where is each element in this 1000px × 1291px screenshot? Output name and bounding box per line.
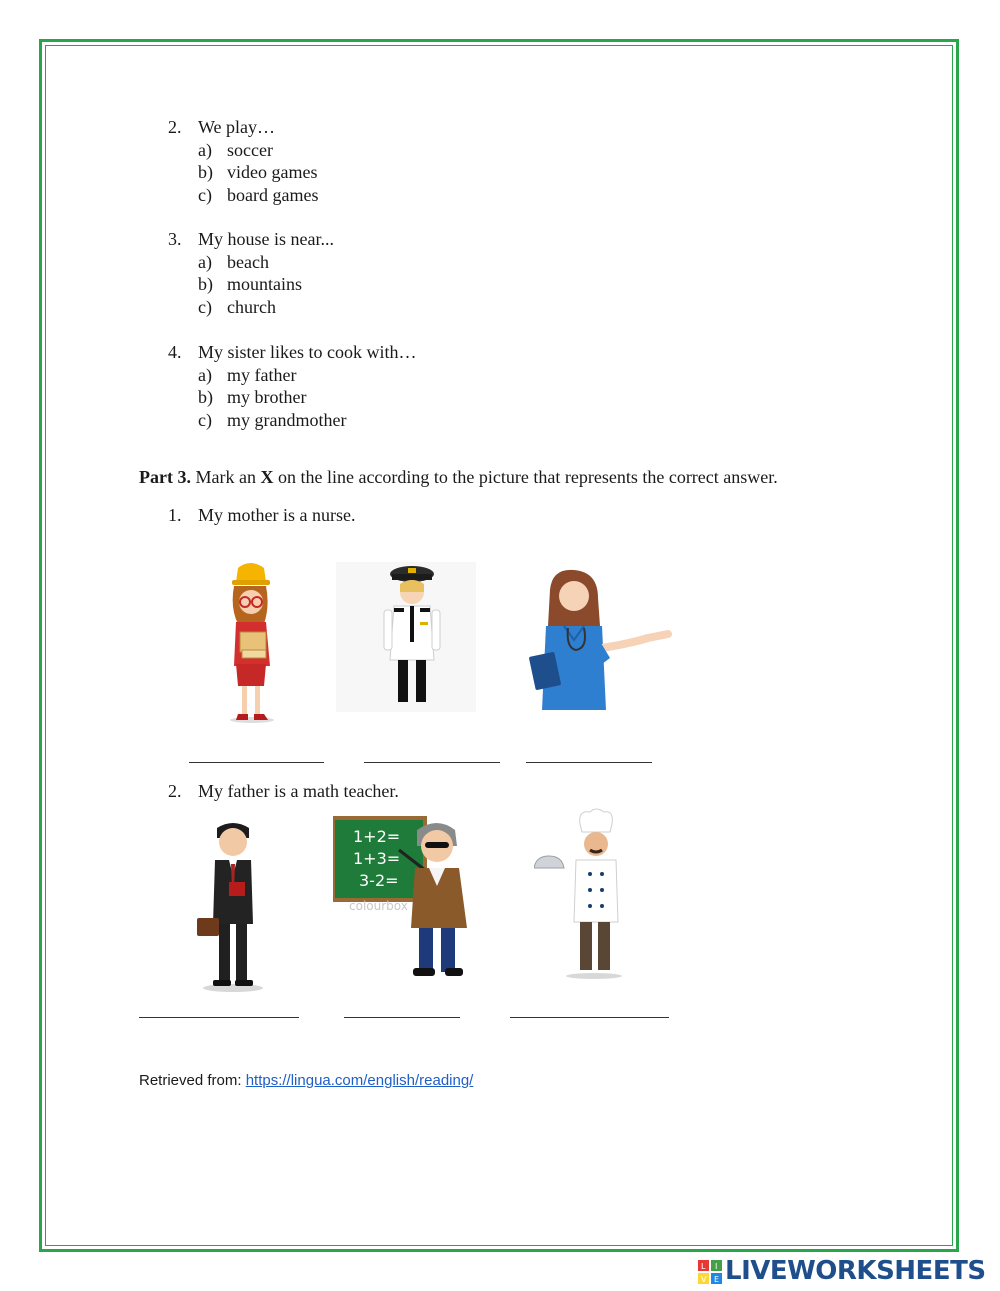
watermark-text: colourbox [349,899,408,913]
source-citation: Retrieved from: https://lingua.com/english/reading/ [139,1072,474,1089]
answer-line[interactable] [510,1017,669,1018]
question-number: 4. [168,342,182,362]
option-a[interactable]: a) beach [198,251,269,272]
svg-text:L: L [701,1262,706,1271]
chalkboard-line: 1+2= [353,827,401,846]
logo-tiles-icon [698,1260,722,1284]
question-stem: My house is near... [198,229,334,249]
source-link[interactable]: https://lingua.com/english/reading/ [245,1072,474,1089]
option-a[interactable]: a) soccer [198,139,273,160]
answer-line[interactable] [189,762,324,763]
option-b[interactable]: b) video games [198,162,318,182]
page-border-inner [45,45,953,1246]
math-teacher-image [333,816,479,984]
question-stem: My sister likes to cook with… [198,342,417,362]
businessman-image [193,820,269,994]
svg-text:V: V [701,1275,707,1284]
chalkboard-line: 3-2= [359,871,399,890]
svg-text:E: E [714,1275,720,1284]
question-number: 3. [168,229,182,249]
option-b[interactable]: b) mountains [198,274,302,294]
option-c[interactable]: c) board games [198,184,319,205]
option-c[interactable]: c) church [198,296,276,317]
answer-line[interactable] [364,762,500,763]
question-number: 2. [168,117,182,137]
engineer-woman-image [208,558,292,724]
chef-image [534,808,632,980]
part3-item-text: My mother is a nurse. [198,505,356,525]
brand-name: LIVEWORKSHEETS [725,1256,986,1286]
pilot-image [336,562,476,712]
part3-instructions: Part 3. Mark an X on the line according to the picture that represents the correct answer. [139,467,778,487]
option-a[interactable]: a) my father [198,364,297,385]
nurse-image [528,568,676,710]
answer-line[interactable] [139,1017,299,1018]
option-b[interactable]: b) my brother [198,387,307,407]
answer-line[interactable] [344,1017,460,1018]
answer-line[interactable] [526,762,652,763]
chalkboard-line: 1+3= [353,849,401,868]
part3-item-text: My father is a math teacher. [198,781,399,801]
option-c[interactable]: c) my grandmother [198,409,347,430]
question-stem: We play… [198,117,276,137]
liveworksheets-logo [698,1257,996,1285]
svg-text:I: I [715,1262,718,1271]
